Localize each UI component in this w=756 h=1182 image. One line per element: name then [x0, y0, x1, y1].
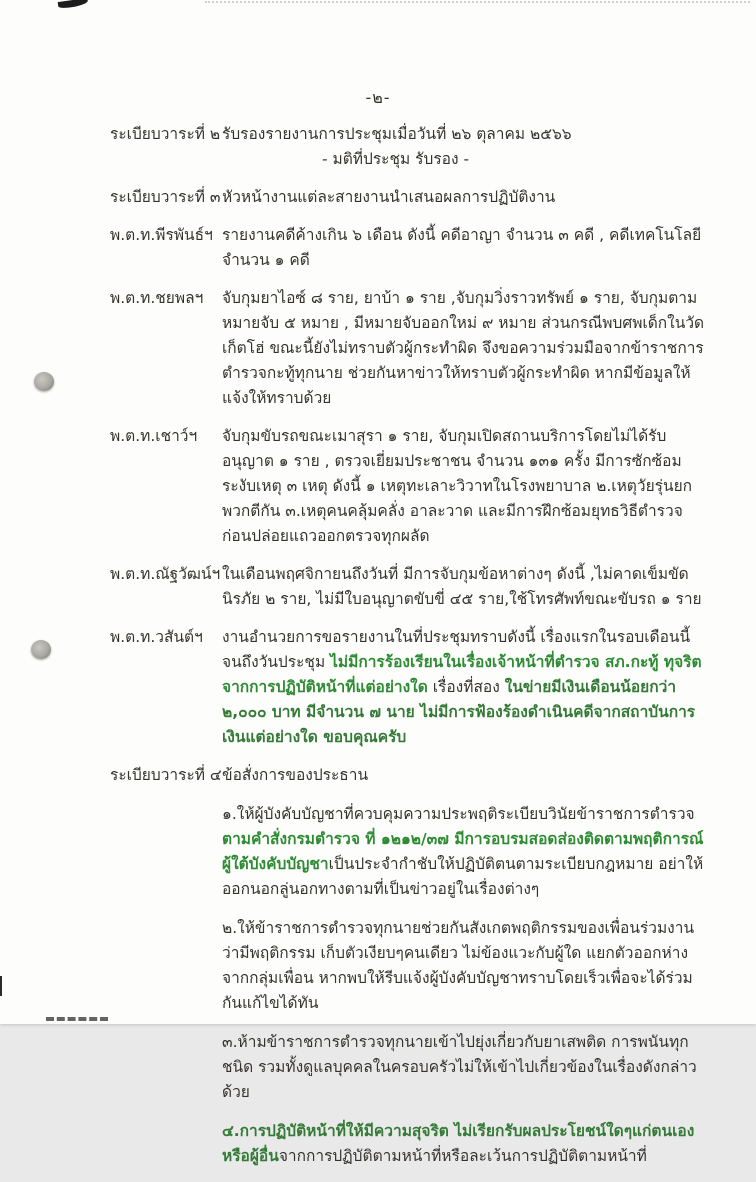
- agenda-2-content: [222, 122, 708, 172]
- speaker-label-nattawat: พ.ต.ท.ณัฐวัฒน์ฯ: [110, 565, 221, 583]
- agenda-3-row: [110, 185, 716, 210]
- scan-edge-mark: [0, 976, 2, 996]
- item1-seg-b: เป็นประจำกำชับให้ปฏิบัติตนตามระเบียบกฎหมาย อย่าให้ออกนอกลู่นอกทางตามที่เป็นข่าวอยู่ในเรื่องต่างๆ: [222, 855, 704, 898]
- document-body: [110, 122, 716, 1182]
- report-row-chao: [110, 424, 716, 549]
- scan-dotted-line: [205, 1, 750, 3]
- report-text-peeraphan: รายงานคดีค้างเกิน ๖ เดือน ดังนี้ คดีอาญา จำนวน ๓ คดี , คดีเทคโนโลยี จำนวน ๑ คดี: [222, 226, 702, 269]
- report-row-peeraphan: [110, 223, 716, 273]
- item1-seg-highlight: ตามคำสั่งกรมตำรวจ ที่ ๑๒๑๒/๓๗ มีการอบรมสอดส่องติดตามพฤติการณ์ผู้ใต้บังคับบัญชา: [222, 830, 704, 873]
- agenda-4-row: [110, 763, 716, 1169]
- directive-item-4: [222, 1119, 708, 1169]
- binder-fastener-top: [34, 372, 54, 391]
- wasan-seg4-highlight: ในข่ายมีเงินเดือนน้อยกว่า ๒,๐๐๐ บาท มีจำนวน ๗ นาย ไม่มีการฟ้องร้องดำเนินคดีจากสถาบันการเงินแต่อย่างใด ขอบคุณครับ: [222, 678, 696, 746]
- speaker-label-chayapol: พ.ต.ท.ชยพลฯ: [110, 289, 204, 307]
- wasan-seg2-highlight: ไม่มีการร้องเรียนในเรื่องเจ้าหน้าที่ตำรวจ สภ.กะทู้ ทุจริตจากการปฏิบัติหน้าที่แต่อย่างใด: [222, 653, 702, 696]
- report-row-chayapol: [110, 286, 716, 411]
- agenda-4-label: ระเบียบวาระที่ ๔: [110, 766, 222, 784]
- page-number: -๒-: [365, 88, 391, 107]
- scan-mark-top-left: [58, 0, 89, 9]
- speaker-label-chao: พ.ต.ท.เชาว์ฯ: [110, 427, 198, 445]
- item4-seg-b: จากการปฏิบัติตามหน้าที่หรือละเว้นการปฏิบัติตามหน้าที่: [278, 1147, 647, 1165]
- wasan-seg1: งานอำนวยการขอรายงานในที่ประชุมทราบดังนี้ เรื่องแรกในรอบเดือนนี้จนถึงวันประชุม: [222, 628, 691, 671]
- binder-fastener-bottom: [31, 640, 51, 659]
- report-text-wasan: [222, 625, 708, 750]
- agenda-3-content: หัวหน้างานแต่ละสายงานนำเสนอผลการปฏิบัติงาน: [222, 188, 556, 206]
- agenda-2-resolution: - มติที่ประชุม รับรอง -: [322, 150, 470, 168]
- item1-seg-a: ๑.ให้ผู้บังคับบัญชาที่ควบคุมความประพฤติระเบียบวินัยข้าราชการตำรวจ: [222, 805, 695, 823]
- report-text-chayapol: จับกุมยาไอซ์ ๘ ราย, ยาบ้า ๑ ราย ,จับกุมวิ่งราวทรัพย์ ๑ ราย, จับกุมตามหมายจับ ๕ หมาย , มีหมายจับออกใหม่ ๙ หมาย ส่วนกรณีพบศพเด็กในวัดเก็ตโฮ่ ขณะนี้ยังไม่ทราบตัวผู้กระทำผิด จึงขอความร่วมมือจากข้าราชการตำรวจกะทู้ทุกนาย ช่วยกันหาข่าวให้ทราบตัวผู้กระทำผิด หากมีข้อมูลให้แจ้งให้ทราบด้วย: [222, 289, 705, 407]
- scan-mark-bottom-left: [46, 1017, 108, 1021]
- directive-item-1: [222, 802, 708, 902]
- report-text-nattawat: ในเดือนพฤศจิกายนถึงวันที่ มีการจับกุมข้อหาต่างๆ ดังนี้ ,ไม่คาดเข็มขัดนิรภัย ๒ ราย, ไม่มีใบอนุญาตขับขี่ ๔๕ ราย,ใช้โทรศัพท์ขณะขับรถ ๑ ราย: [222, 565, 702, 608]
- wasan-seg3: เรื่องที่สอง: [427, 678, 505, 696]
- agenda-2-row: [110, 122, 716, 172]
- report-row-wasan: [110, 625, 716, 750]
- directive-item-2: ๒.ให้ข้าราชการตำรวจทุกนายช่วยกันสังเกตพฤติกรรมของเพื่อนร่วมงานว่ามีพฤติกรรม เก็บตัวเงียบๆคนเดียว ไม่ข้องแวะกับผู้ใด แยกตัวออกห่างจากกลุ่มเพื่อน หากพบให้รีบแจ้งผู้บังคับบัญชาทราบโดยเร็วเพื่อจะได้ร่วมกันแก้ไขได้ทัน: [222, 919, 695, 1012]
- speaker-label-wasan: พ.ต.ท.วสันต์ฯ: [110, 628, 203, 646]
- speaker-label-peeraphan: พ.ต.ท.พีรพันธ์ฯ: [110, 226, 213, 244]
- agenda-4-heading: ข้อสั่งการของประธาน: [222, 766, 369, 784]
- agenda-2-label: ระเบียบวาระที่ ๒: [110, 125, 221, 143]
- agenda-2-line1: รับรองรายงานการประชุมเมื่อวันที่ ๒๖ ตุลาคม ๒๕๖๖: [222, 125, 572, 143]
- directive-item-3: ๓.ห้ามข้าราชการตำรวจทุกนายเข้าไปยุ่งเกี่ยวกับยาเสพติด การพนันทุกชนิด รวมทั้งดูแลบุคคลในครอบครัวไม่ให้เข้าไปเกี่ยวข้องในเรื่องดังกล่าวด้วย: [222, 1033, 697, 1101]
- report-row-nattawat: [110, 562, 716, 612]
- agenda-4-content: [222, 763, 708, 1169]
- agenda-3-label: ระเบียบวาระที่ ๓: [110, 188, 221, 206]
- report-text-chao: จับกุมขับรถขณะเมาสุรา ๑ ราย, จับกุมเปิดสถานบริการโดยไม่ได้รับอนุญาต ๑ ราย , ตรวจเยี่ยมประชาชน จำนวน ๑๓๑ ครั้ง มีการซักซ้อมระงับเหตุ ๓ เหตุ ดังนี้ ๑ เหตุทะเลาะวิวาทในโรงพยาบาล ๒.เหตุวัยรุ่นยกพวกตีกัน ๓.เหตุคนคลุ้มคลั่ง อาละวาด และมีการฝึกซ้อมยุทธวิธีตำรวจก่อนปล่อยแถวออกตรวจทุกผลัด: [222, 427, 693, 545]
- item4-seg-highlight: ๔.การปฏิบัติหน้าที่ให้มีความสุจริต ไม่เรียกรับผลประโยชน์ใดๆแก่ตนเองหรือผู้อื่น: [222, 1122, 695, 1165]
